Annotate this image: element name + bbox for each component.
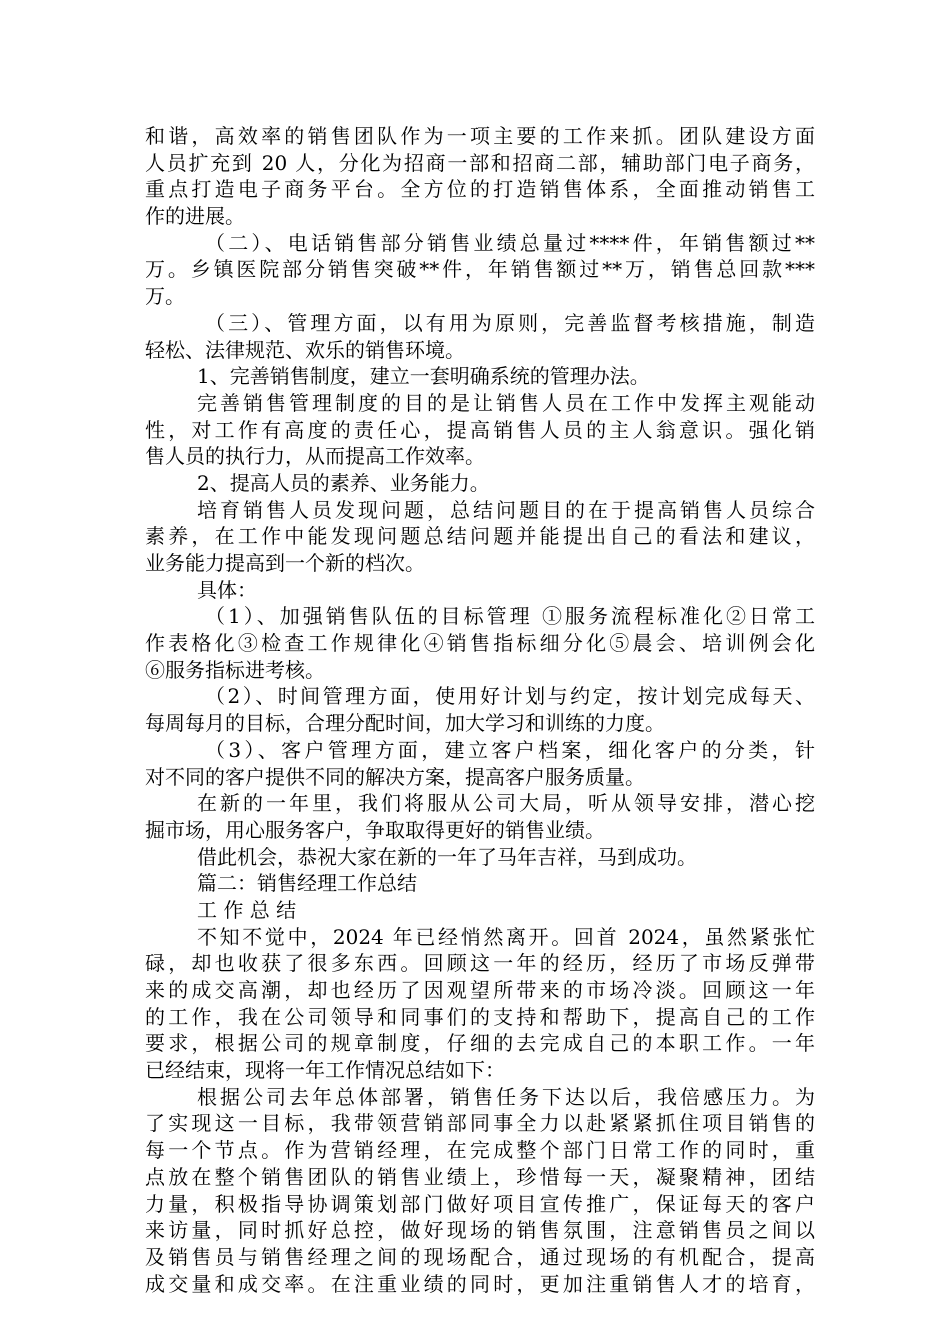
text-line: 培育销售人员发现问题，总结问题目的在于提高销售人员综合 bbox=[197, 497, 815, 522]
text-line: 性，对工作有高度的责任心，提高销售人员的主人翁意识。强化销 bbox=[145, 417, 815, 442]
text-line: 售人员的执行力，从而提高工作效率。 bbox=[145, 444, 485, 469]
text-line: 掘市场，用心服务客户，争取取得更好的销售业绩。 bbox=[145, 817, 605, 842]
text-line: 对不同的客户提供不同的解决方案，提高客户服务质量。 bbox=[145, 764, 645, 789]
text-line: 的工作，我在公司领导和同事们的支持和帮助下，提高自己的工作 bbox=[145, 1004, 815, 1029]
text-line: 作表格化③检查工作规律化④销售指标细分化⑤晨会、培训例会化 bbox=[145, 631, 815, 656]
text-line: 成交量和成交率。在注重业绩的同时，更加注重销售人才的培育， bbox=[145, 1271, 815, 1296]
text-line: 力量，积极指导协调策划部门做好项目宣传推广，保证每天的客户 bbox=[145, 1191, 815, 1216]
text-line: 2、提高人员的素养、业务能力。 bbox=[197, 470, 490, 495]
text-line: （二）、电话销售部分销售业绩总量过****件，年销售额过** bbox=[205, 230, 815, 255]
text-line: 作的进展。 bbox=[145, 204, 245, 229]
text-line: 素养，在工作中能发现问题总结问题并能提出自己的看法和建议， bbox=[145, 524, 815, 549]
text-line: 人员扩充到 20 人，分化为招商一部和招商二部，辅助部门电子商务， bbox=[145, 150, 815, 175]
text-line: 完善销售管理制度的目的是让销售人员在工作中发挥主观能动 bbox=[197, 390, 815, 415]
text-line: 每周每月的目标，合理分配时间，加大学习和训练的力度。 bbox=[145, 711, 665, 736]
text-line: 了实现这一目标，我带领营销部同事全力以赴紧紧抓住项目销售的 bbox=[145, 1111, 815, 1136]
document-body bbox=[145, 123, 815, 1297]
text-line: 工 作 总 结 bbox=[197, 897, 297, 922]
text-line: 碌，却也收获了很多东西。回顾这一年的经历，经历了市场反弹带 bbox=[145, 951, 815, 976]
text-line: 万。 bbox=[145, 284, 185, 309]
text-line: （1）、加强销售队伍的目标管理 ①服务流程标准化②日常工 bbox=[205, 604, 815, 629]
text-line: （三）、管理方面，以有用为原则，完善监督考核措施，制造 bbox=[205, 310, 815, 335]
text-line: 要求，根据公司的规章制度，仔细的去完成自己的本职工作。一年 bbox=[145, 1031, 815, 1056]
text-line: 1、完善销售制度，建立一套明确系统的管理办法。 bbox=[197, 364, 650, 389]
text-line: 来的成交高潮，却也经历了因观望所带来的市场冷淡。回顾这一年 bbox=[145, 978, 815, 1002]
text-line: （3）、客户管理方面，建立客户档案，细化客户的分类，针 bbox=[205, 737, 815, 762]
text-line: 业务能力提高到一个新的档次。 bbox=[145, 551, 425, 575]
text-line: 万。乡镇医院部分销售突破**件，年销售额过**万，销售总回款*** bbox=[145, 257, 815, 282]
text-line: 重点打造电子商务平台。全方位的打造销售体系，全面推动销售工 bbox=[145, 177, 815, 202]
text-line: ⑥服务指标进考核。 bbox=[145, 657, 325, 682]
text-line: 已经结束，现将一年工作情况总结如下： bbox=[145, 1058, 505, 1083]
text-line: 及销售员与销售经理之间的现场配合，通过现场的有机配合，提高 bbox=[145, 1244, 815, 1269]
text-line: 点放在整个销售团队的销售业绩上，珍惜每一天，凝聚精神，团结 bbox=[145, 1164, 815, 1189]
text-line: 轻松、法律规范、欢乐的销售环境。 bbox=[145, 337, 465, 362]
text-line: 根据公司去年总体部署，销售任务下达以后，我倍感压力。为 bbox=[197, 1084, 815, 1109]
text-line: 借此机会，恭祝大家在新的一年了马年吉祥，马到成功。 bbox=[197, 844, 697, 869]
text-line: 在新的一年里，我们将服从公司大局，听从领导安排，潜心挖 bbox=[197, 791, 815, 816]
text-line: 来访量，同时抓好总控，做好现场的销售氛围，注意销售员之间以 bbox=[145, 1218, 815, 1243]
text-line: 每一个节点。作为营销经理，在完成整个部门日常工作的同时，重 bbox=[145, 1138, 815, 1163]
text-line: 不知不觉中，2024 年已经悄然离开。回首 2024，虽然紧张忙 bbox=[197, 924, 815, 949]
text-line: 和谐，高效率的销售团队作为一项主要的工作来抓。团队建设方面 bbox=[145, 124, 815, 148]
text-line: 篇二：销售经理工作总结 bbox=[197, 871, 417, 896]
text-line: （2）、时间管理方面，使用好计划与约定，按计划完成每天、 bbox=[205, 684, 815, 709]
text-line: 具体： bbox=[197, 577, 257, 602]
